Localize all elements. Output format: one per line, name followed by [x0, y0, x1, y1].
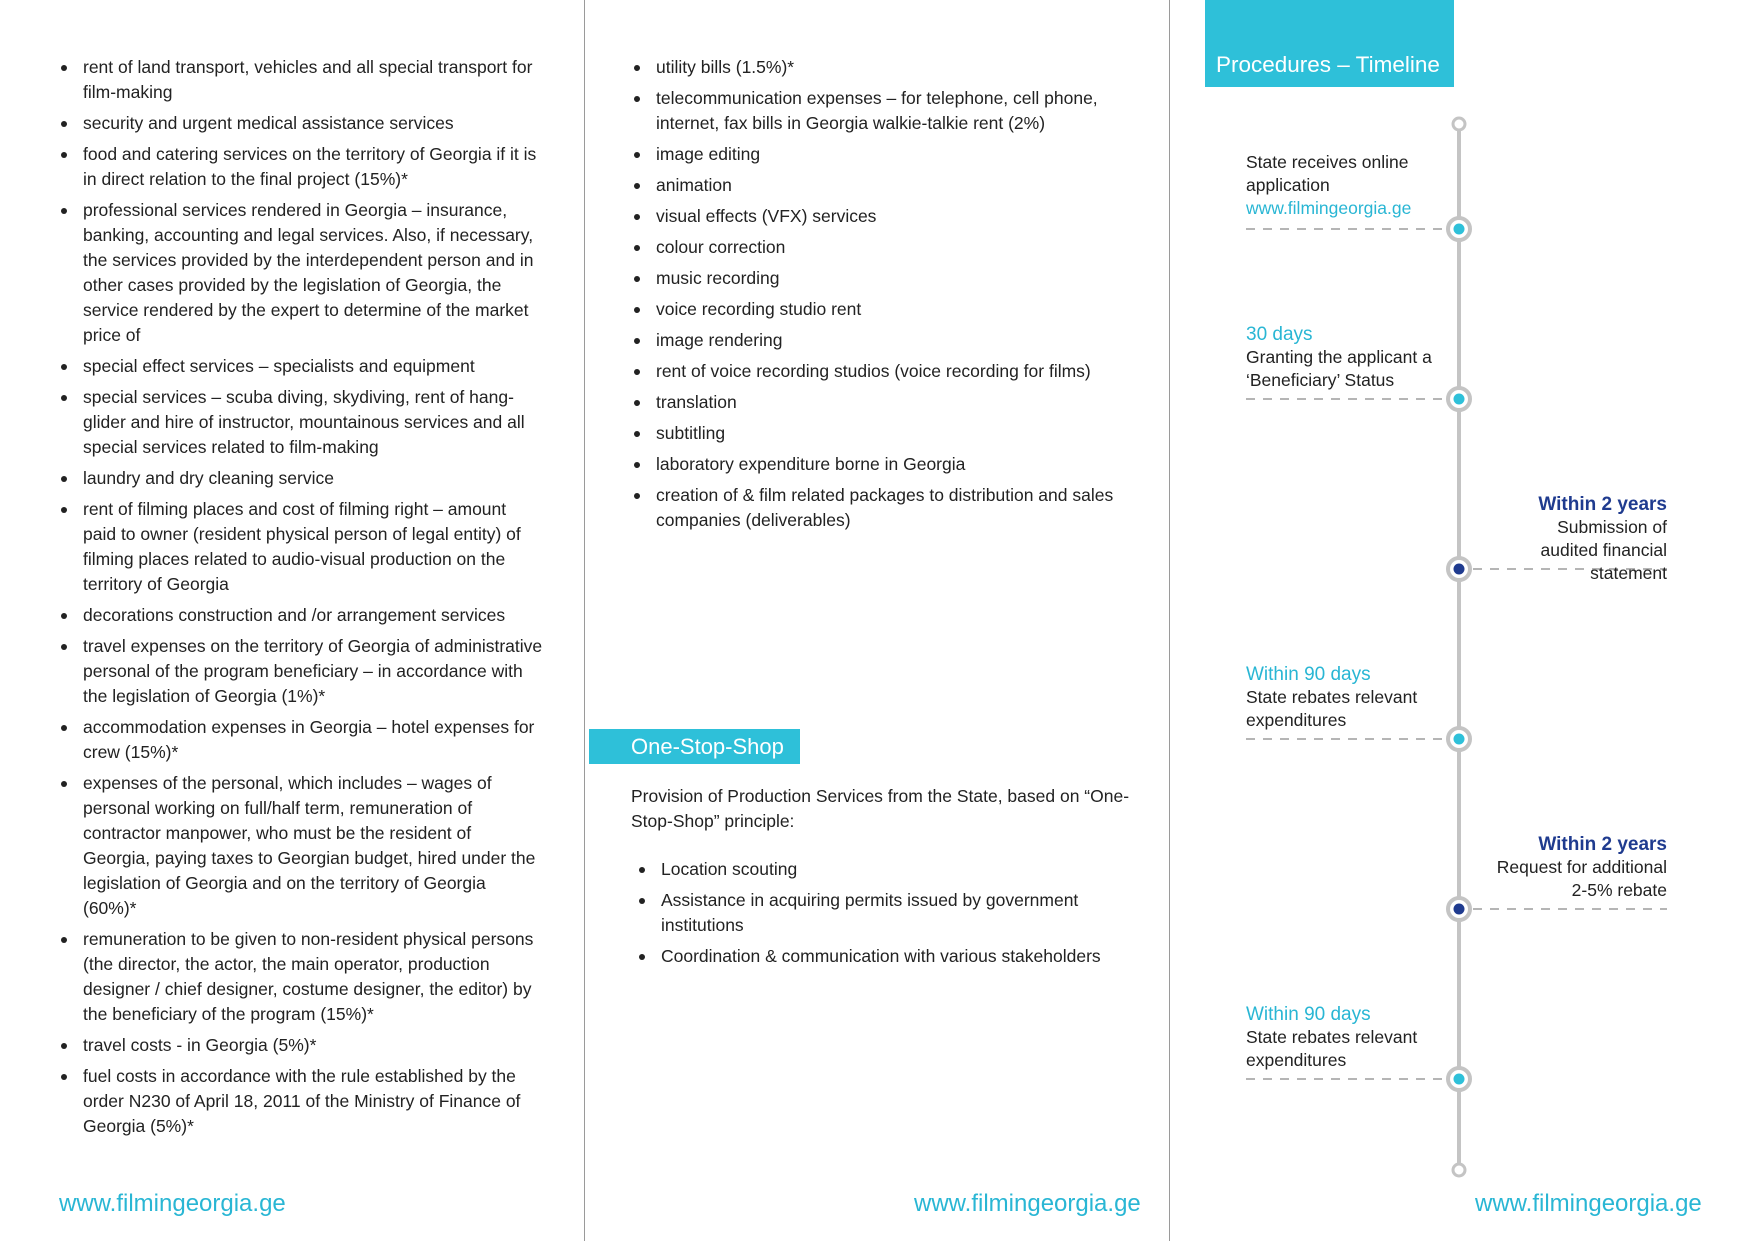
list-item: subtitling — [656, 421, 1146, 446]
timeline-step-time: Within 90 days — [1246, 1004, 1371, 1025]
timeline-heading: Procedures – Timeline — [1205, 0, 1454, 87]
list-item: special effect services – specialists and equipment — [83, 354, 543, 379]
timeline-step-link[interactable]: www.filmingeorgia.ge — [1246, 198, 1412, 218]
list-item: creation of & film related packages to distribution and sales companies (deliverables) — [656, 483, 1146, 533]
timeline-node-dot — [1454, 904, 1465, 915]
list-item: translation — [656, 390, 1146, 415]
timeline-step-time: Within 90 days — [1246, 664, 1371, 685]
list-item: colour correction — [656, 235, 1146, 260]
list-item: decorations construction and /or arrangement services — [83, 603, 543, 628]
timeline-step-application — [1246, 151, 1456, 220]
list-item: visual effects (VFX) services — [656, 204, 1146, 229]
list-item: professional services rendered in Georgia – insurance, banking, accounting and legal services. Also, if necessary, the services provided by the interdependent person and in other cases provided by the legislation of Georgia, the service rendered by the expert to determine of the market price of — [83, 198, 543, 348]
footer-url-link[interactable]: www.filmingeorgia.ge — [914, 1190, 1141, 1217]
one-stop-shop-heading: One-Stop-Shop — [589, 729, 800, 764]
one-stop-shop-intro: Provision of Production Services from the State, based on “One-Stop-Shop” principle: — [631, 786, 1130, 831]
list-item: laundry and dry cleaning service — [83, 466, 543, 491]
timeline-step-text: Submission of audited financial statement — [1540, 517, 1667, 583]
list-item: travel costs - in Georgia (5%)* — [83, 1033, 543, 1058]
list-item: animation — [656, 173, 1146, 198]
list-item: special services – scuba diving, skydiving, rent of hang-glider and hire of instructor, mountainous services and all special services related to film-making — [83, 385, 543, 460]
list-item: Coordination & communication with various stakeholders — [661, 944, 1141, 969]
timeline-node-dot — [1454, 394, 1465, 405]
timeline-step-time: Within 2 years — [1538, 494, 1667, 515]
timeline-step-beneficiary-status — [1246, 323, 1456, 392]
list-item: accommodation expenses in Georgia – hotel expenses for crew (15%)* — [83, 715, 543, 765]
list-item: fuel costs in accordance with the rule established by the order N230 of April 18, 2011 of the Ministry of Finance of Georgia (5%)* — [83, 1064, 543, 1139]
timeline-step-additional-rebate — [1400, 833, 1667, 902]
timeline-node-dot — [1454, 734, 1465, 745]
list-item: voice recording studio rent — [656, 297, 1146, 322]
timeline-step-rebate-2 — [1246, 1003, 1456, 1072]
list-item: Assistance in acquiring permits issued by government institutions — [661, 888, 1141, 938]
timeline-step-text: Request for additional 2-5% rebate — [1496, 857, 1667, 900]
timeline-node-dot — [1454, 224, 1465, 235]
list-item: image editing — [656, 142, 1146, 167]
footer-url-link[interactable]: www.filmingeorgia.ge — [1475, 1190, 1702, 1217]
timeline-start-node — [1453, 118, 1465, 130]
list-item: remuneration to be given to non-resident physical persons (the director, the actor, the main operator, production designer / chief designer, costume designer, the editor) by the beneficiary of the program (15%)* — [83, 927, 543, 1027]
list-item: music recording — [656, 266, 1146, 291]
timeline-step-time: Within 2 years — [1538, 834, 1667, 855]
list-item: image rendering — [656, 328, 1146, 353]
timeline-end-node — [1453, 1164, 1465, 1176]
list-item: food and catering services on the territory of Georgia if it is in direct relation to the final project (15%)* — [83, 142, 543, 192]
list-item: Location scouting — [661, 857, 1141, 882]
list-item: telecommunication expenses – for telephone, cell phone, internet, fax bills in Georgia walkie-talkie rent (2%) — [656, 86, 1146, 136]
list-item: travel expenses on the territory of Georgia of administrative personal of the program beneficiary – in accordance with the legislation of Georgia (1%)* — [83, 634, 543, 709]
timeline-step-text: State rebates relevant expenditures — [1246, 1027, 1418, 1070]
timeline-step-audited-statement — [1400, 493, 1667, 585]
timeline-step-time: 30 days — [1246, 324, 1313, 345]
timeline-step-text: Granting the applicant a ‘Beneficiary’ Status — [1246, 347, 1432, 390]
list-item: laboratory expenditure borne in Georgia — [656, 452, 1146, 477]
list-item: expenses of the personal, which includes – wages of personal working on full/half term, remuneration of contractor manpower, who must be the resident of Georgia, paying taxes to Georgian budget, hired under the legislation of Georgia and on the territory of Georgia (60%)* — [83, 771, 543, 921]
list-item: rent of voice recording studios (voice recording for films) — [656, 359, 1146, 384]
footer-url-link[interactable]: www.filmingeorgia.ge — [59, 1190, 286, 1217]
list-item: rent of filming places and cost of filming right – amount paid to owner (resident physical person of legal entity) of filming places related to audio-visual production on the territory of Georgia — [83, 497, 543, 597]
timeline-step-text: State rebates relevant expenditures — [1246, 687, 1418, 730]
list-item: rent of land transport, vehicles and all special transport for film-making — [83, 55, 543, 105]
timeline-step-text: State receives online application — [1246, 152, 1409, 195]
list-item: utility bills (1.5%)* — [656, 55, 1146, 80]
timeline-node-dot — [1454, 1074, 1465, 1085]
list-item: security and urgent medical assistance services — [83, 111, 543, 136]
timeline-step-rebate-1 — [1246, 663, 1456, 732]
